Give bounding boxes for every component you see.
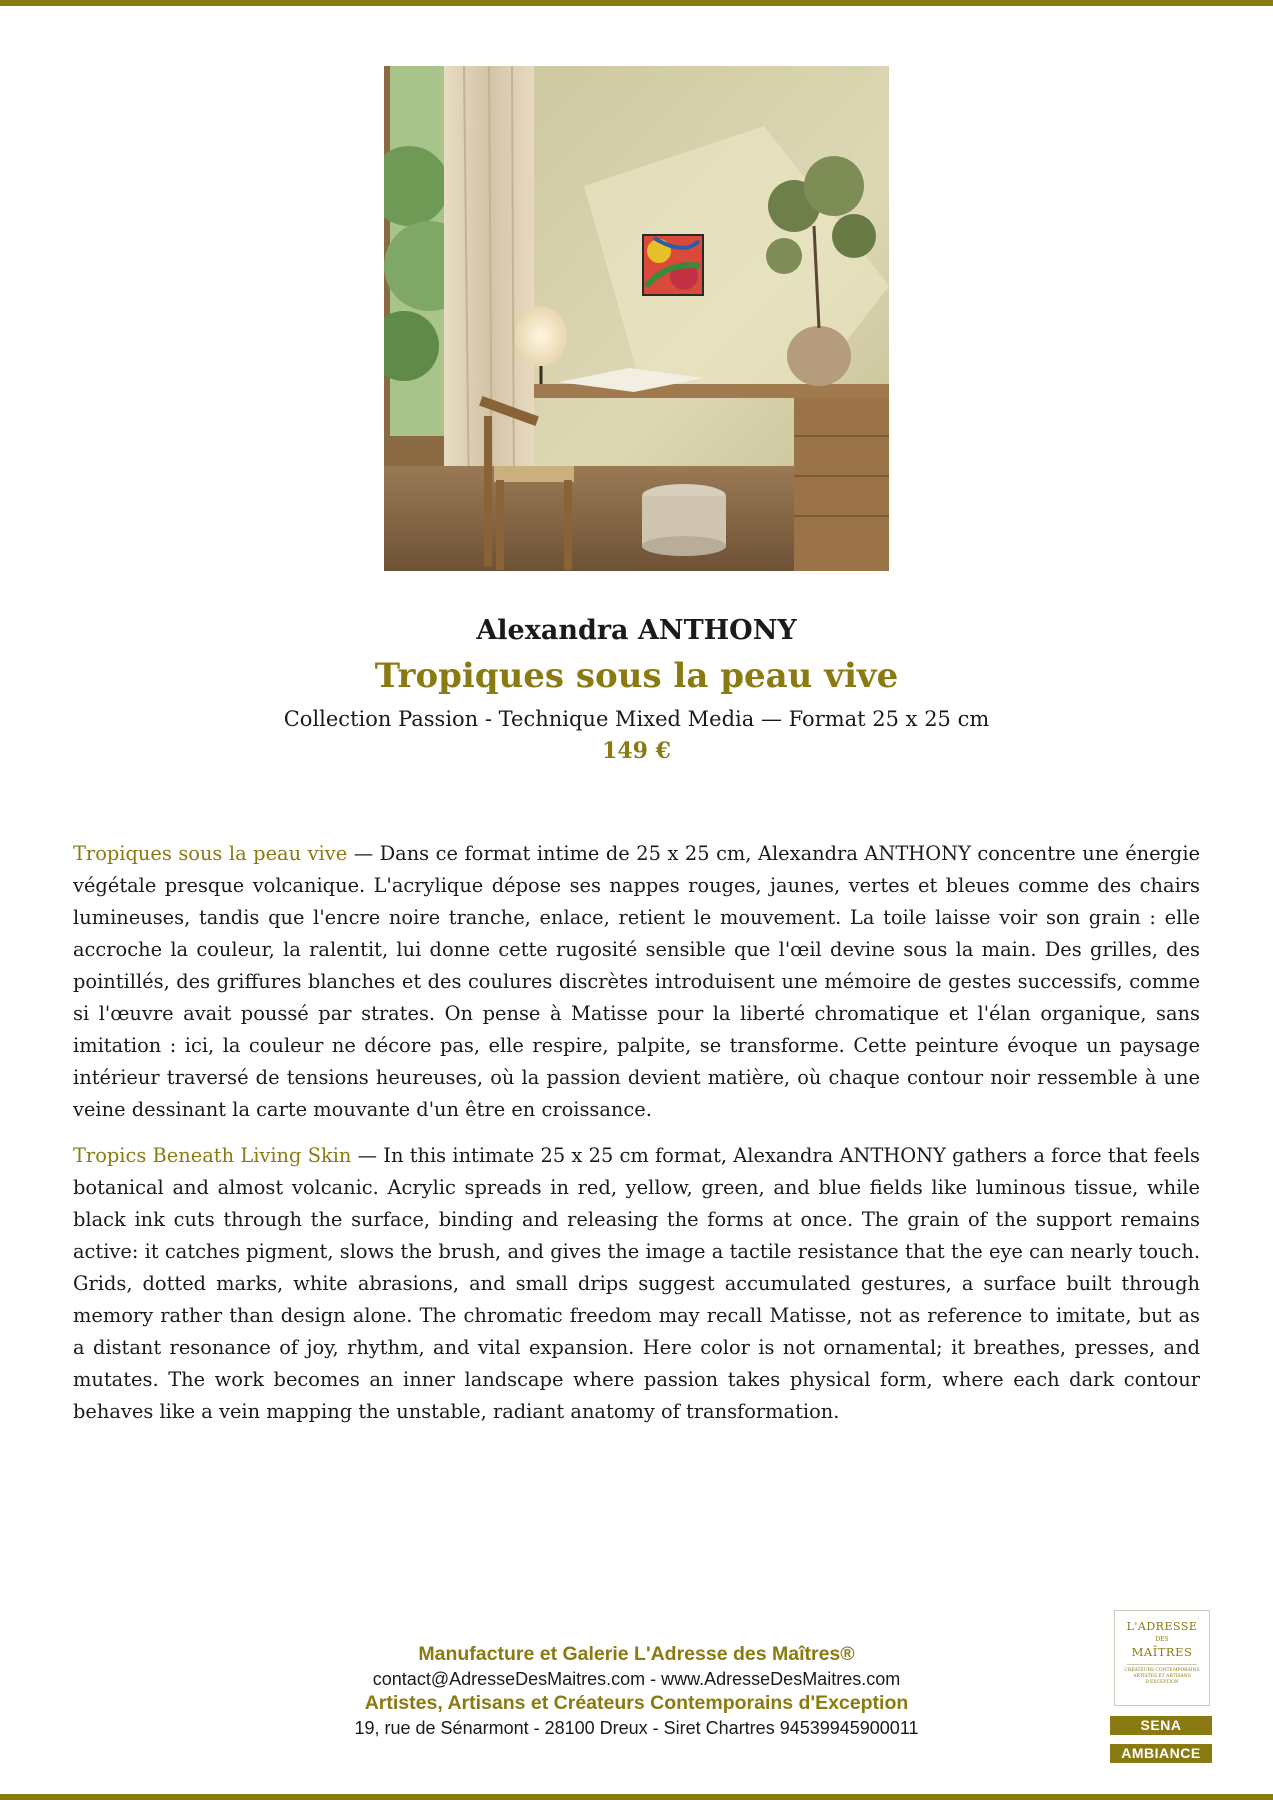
logo-line-2: DES (1155, 1636, 1169, 1643)
artwork-title: Tropiques sous la peau vive (374, 656, 899, 696)
logo-line-4: CRÉATEURS CONTEMPORAINS ARTISTES ET ARTISANS D'EXCEPTION (1124, 1668, 1200, 1685)
bottom-border (0, 1794, 1273, 1800)
artwork-subtitle: Collection Passion - Technique Mixed Media — Format 25 x 25 cm (283, 707, 990, 731)
description (73, 838, 1200, 1442)
description-en (73, 1140, 1200, 1428)
description-en-lead: Tropics Beneath Living Skin (73, 1144, 352, 1167)
badge-ambiance: AMBIANCE (1110, 1744, 1212, 1763)
top-border (0, 0, 1273, 6)
artwork-room-photo (384, 66, 889, 571)
artwork-price: 149 € (602, 738, 671, 764)
footer (0, 1642, 1273, 1740)
gallery-logo (1114, 1610, 1210, 1706)
footer-company: Manufacture et Galerie L'Adresse des Maîtres® (418, 1643, 855, 1665)
artwork-header (0, 610, 1273, 766)
footer-tagline: Artistes, Artisans et Créateurs Contemporains d'Exception (364, 1692, 909, 1714)
footer-contact: contact@AdresseDesMaitres.com - www.AdresseDesMaitres.com (372, 1669, 901, 1689)
badge-sena: SENA (1110, 1716, 1212, 1735)
artist-name: Alexandra ANTHONY (476, 615, 797, 646)
description-fr-text: — Dans ce format intime de 25 x 25 cm, Alexandra ANTHONY concentre une énergie végétale presque volcanique. L'acrylique dépose ses nappes rouges, jaunes, vertes et bleues comme des chairs lumineuses, tandis que l'encre noire tranche, enlace, retient le mouvement. La toile laisse voir son grain : elle accroche la couleur, la ralentit, lui donne cette rugosité sensible que l'œil devine sous la main. Des grilles, des pointillés, des griffures blanches et des coulures discrètes introduisent une mémoire de gestes successifs, comme si l'œuvre avait poussé par strates. On pense à Matisse pour la liberté chromatique et l'élan organique, sans imitation : ici, la couleur ne décore pas, elle respire, palpite, se transforme. Cette peinture évoque un paysage intérieur traversé de tensions heureuses, où la passion devient matière, où chaque contour noir ressemble à une veine dessinant la carte mouvante d'un être en croissance. (73, 842, 1201, 1121)
logo-line-1: L'ADRESSE (1126, 1620, 1198, 1633)
description-fr-lead: Tropiques sous la peau vive (73, 842, 348, 865)
description-fr (73, 838, 1200, 1126)
logo-divider (1127, 1664, 1197, 1665)
description-en-text: — In this intimate 25 x 25 cm format, Alexandra ANTHONY gathers a force that feels botanical and almost volcanic. Acrylic spreads in red, yellow, green, and blue fields like luminous tissue, while black ink cuts through the surface, binding and releasing the forms at once. The grain of the support remains active: it catches pigment, slows the brush, and gives the image a tactile resistance that the eye can nearly touch. Grids, dotted marks, white abrasions, and small drips suggest accumulated gestures, a surface built through memory rather than design alone. The chromatic freedom may recall Matisse, not as reference to imitate, but as a distant resonance of joy, rhythm, and vital expansion. Here color is not ornamental; it breathes, presses, and mutates. The work becomes an inner landscape where passion takes physical form, where each dark contour behaves like a vein mapping the unstable, radiant anatomy of transformation. (73, 1144, 1200, 1423)
footer-address: 19, rue de Sénarmont - 28100 Dreux - Siret Chartres 94539945900011 (354, 1718, 919, 1738)
logo-line-3: MAÎTRES (1131, 1645, 1193, 1659)
